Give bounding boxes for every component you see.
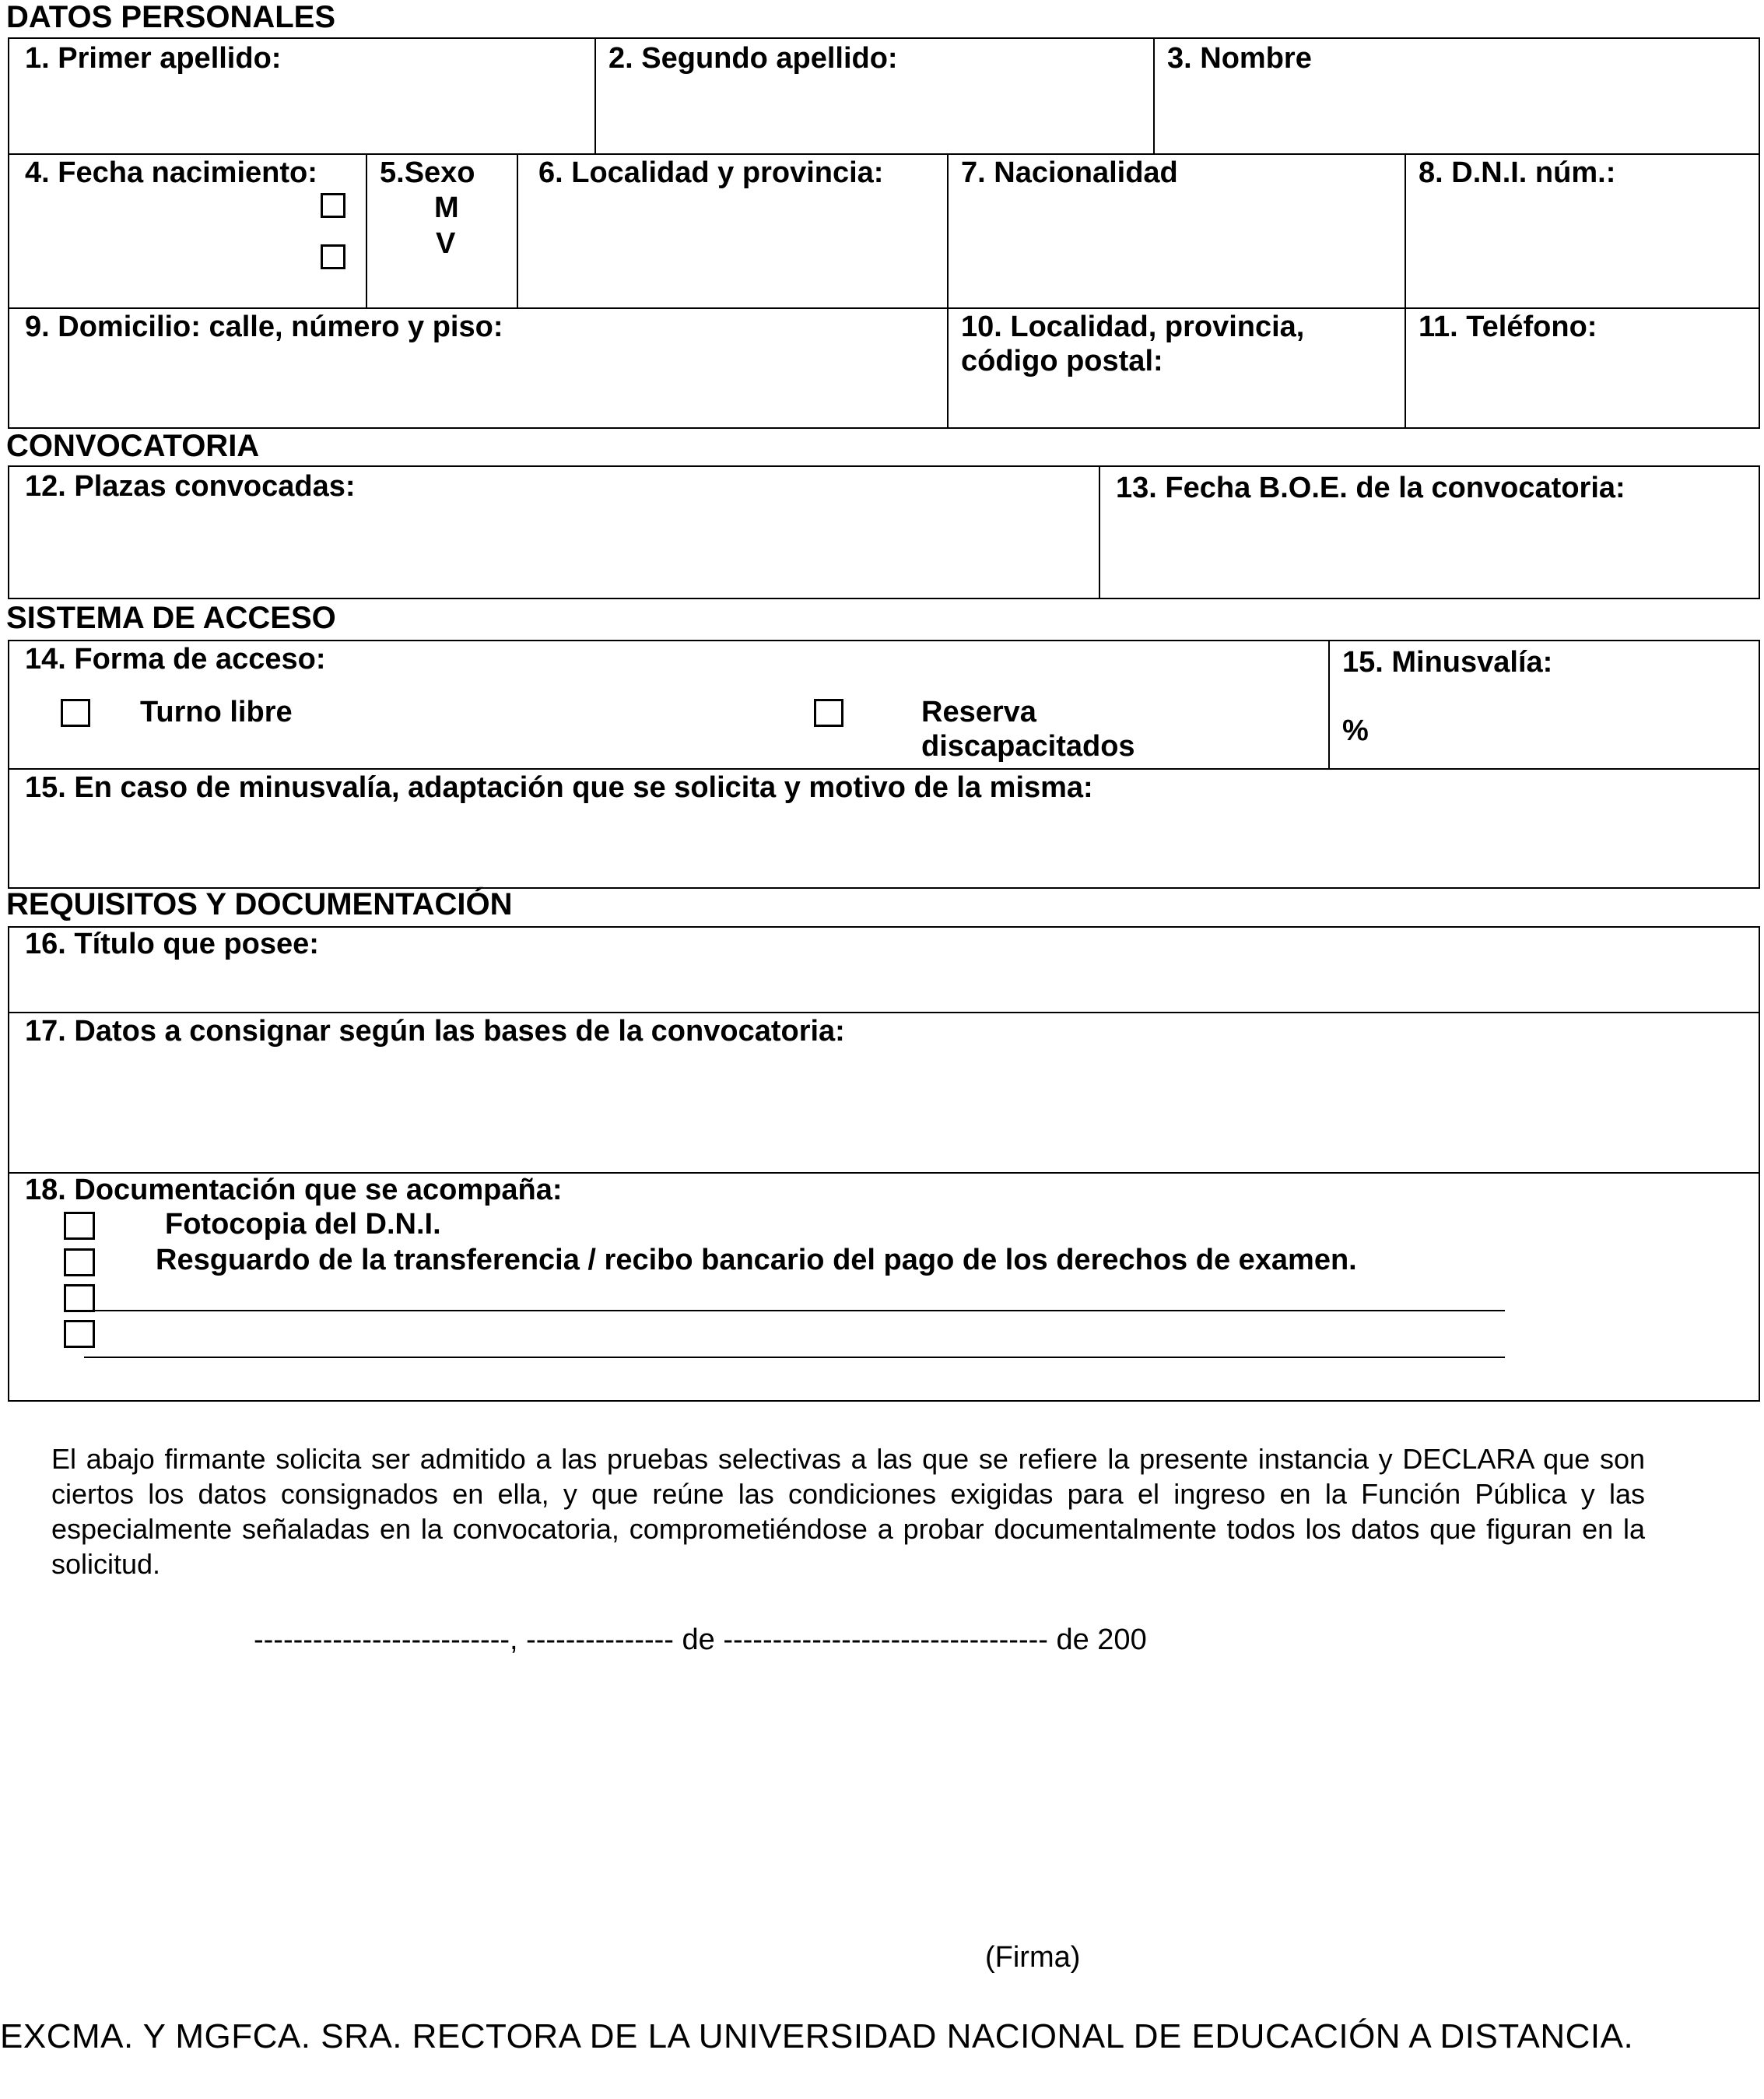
turno-libre-checkbox[interactable] xyxy=(61,699,90,727)
sex-label: 5.Sexo xyxy=(380,156,475,189)
addressee-text: EXCMA. Y MGFCA. SRA. RECTORA DE LA UNIVERSIDAD NACIONAL DE EDUCACIÓN A DISTANCIA. xyxy=(0,2017,1634,2055)
doc-receipt-checkbox[interactable] xyxy=(64,1248,95,1276)
signature-label: (Firma) xyxy=(985,1941,1081,1974)
first-surname-cell[interactable] xyxy=(9,39,594,153)
sex-m-label: M xyxy=(434,191,459,224)
date-line: --------------------------, --------------- de --------------------------------- de 200 xyxy=(254,1623,1147,1656)
section-title-requirements: REQUISITOS Y DOCUMENTACIÓN xyxy=(6,887,513,921)
section-title-access: SISTEMA DE ACCESO xyxy=(6,601,336,635)
section-title-personal: DATOS PERSONALES xyxy=(6,0,336,34)
sex-v-label: V xyxy=(436,227,456,260)
address-cell[interactable] xyxy=(9,307,947,429)
access-form-cell xyxy=(9,641,1328,768)
nationality-cell[interactable] xyxy=(947,153,1405,307)
first-surname-label: 1. Primer apellido: xyxy=(25,42,282,75)
adaptation-label: 15. En caso de minusvalía, adaptación que se solicita y motivo de la misma: xyxy=(25,771,1093,804)
locality-postal-label-2: código postal: xyxy=(961,345,1163,377)
documentation-label: 18. Documentación que se acompaña: xyxy=(25,1174,563,1206)
bases-data-cell[interactable] xyxy=(9,1012,1760,1172)
access-table xyxy=(8,640,1760,889)
disability-label: 15. Minusvalía: xyxy=(1342,646,1553,679)
bases-data-label: 17. Datos a consignar según las bases de la convocatoria: xyxy=(25,1015,845,1048)
address-label: 9. Domicilio: calle, número y piso: xyxy=(25,311,503,343)
doc-other-2-checkbox[interactable] xyxy=(64,1320,95,1348)
birth-date-cell[interactable] xyxy=(9,153,366,307)
birthplace-label: 6. Localidad y provincia: xyxy=(538,156,884,189)
turno-libre-label: Turno libre xyxy=(140,696,293,728)
sex-v-checkbox[interactable] xyxy=(321,244,345,269)
access-form-label: 14. Forma de acceso: xyxy=(25,643,326,676)
degree-label: 16. Título que posee: xyxy=(25,928,319,960)
second-surname-cell[interactable] xyxy=(594,39,1153,153)
second-surname-label: 2. Segundo apellido: xyxy=(608,42,898,75)
section-title-convocatoria: CONVOCATORIA xyxy=(6,429,260,463)
name-cell[interactable] xyxy=(1153,39,1760,153)
sex-m-checkbox[interactable] xyxy=(321,193,345,218)
locality-postal-label-1: 10. Localidad, provincia, xyxy=(961,311,1305,343)
dni-label: 8. D.N.I. núm.: xyxy=(1419,156,1616,189)
disability-cell[interactable] xyxy=(1328,641,1760,768)
reserva-label-2: discapacitados xyxy=(921,730,1135,763)
personal-data-table xyxy=(8,37,1760,429)
locality-postal-cell[interactable] xyxy=(947,307,1405,429)
positions-label: 12. Plazas convocadas: xyxy=(25,470,356,503)
sex-cell xyxy=(366,153,517,307)
birthplace-cell[interactable] xyxy=(517,153,947,307)
phone-cell[interactable] xyxy=(1405,307,1760,429)
doc-other-1-line[interactable] xyxy=(84,1310,1505,1311)
phone-label: 11. Teléfono: xyxy=(1419,311,1597,343)
dni-cell[interactable] xyxy=(1405,153,1760,307)
doc-dni-label: Fotocopia del D.N.I. xyxy=(165,1208,441,1241)
reserva-checkbox[interactable] xyxy=(814,699,843,727)
positions-cell[interactable] xyxy=(9,467,1099,599)
birth-date-label: 4. Fecha nacimiento: xyxy=(25,156,317,189)
percent-label: % xyxy=(1342,714,1369,747)
declaration-text: El abajo firmante solicita ser admitido a las pruebas selectivas a las que se refiere la presente instancia y DECLARA que son ciertos los datos consignados en ella, y que reúne las condiciones exigidas para el ingreso en la Función Pública y las especialmente señaladas en la convocatoria, comprometiéndose a probar documentalmente todos los datos que figuran en la solicitud. xyxy=(51,1443,1645,1580)
convocatoria-table xyxy=(8,465,1760,599)
doc-other-1-checkbox[interactable] xyxy=(64,1284,95,1312)
reserva-label-1: Reserva xyxy=(921,696,1036,728)
doc-dni-checkbox[interactable] xyxy=(64,1212,95,1240)
degree-cell[interactable] xyxy=(9,928,1760,1012)
doc-receipt-label: Resguardo de la transferencia / recibo bancario del pago de los derechos de examen. xyxy=(156,1244,1357,1276)
name-label: 3. Nombre xyxy=(1167,42,1312,75)
adaptation-cell[interactable] xyxy=(9,768,1760,889)
boe-date-cell[interactable] xyxy=(1099,467,1760,599)
requirements-table xyxy=(8,926,1760,1402)
boe-date-label: 13. Fecha B.O.E. de la convocatoria: xyxy=(1116,472,1625,504)
documentation-cell xyxy=(9,1172,1760,1402)
nationality-label: 7. Nacionalidad xyxy=(961,156,1178,189)
doc-other-2-line[interactable] xyxy=(84,1357,1505,1358)
